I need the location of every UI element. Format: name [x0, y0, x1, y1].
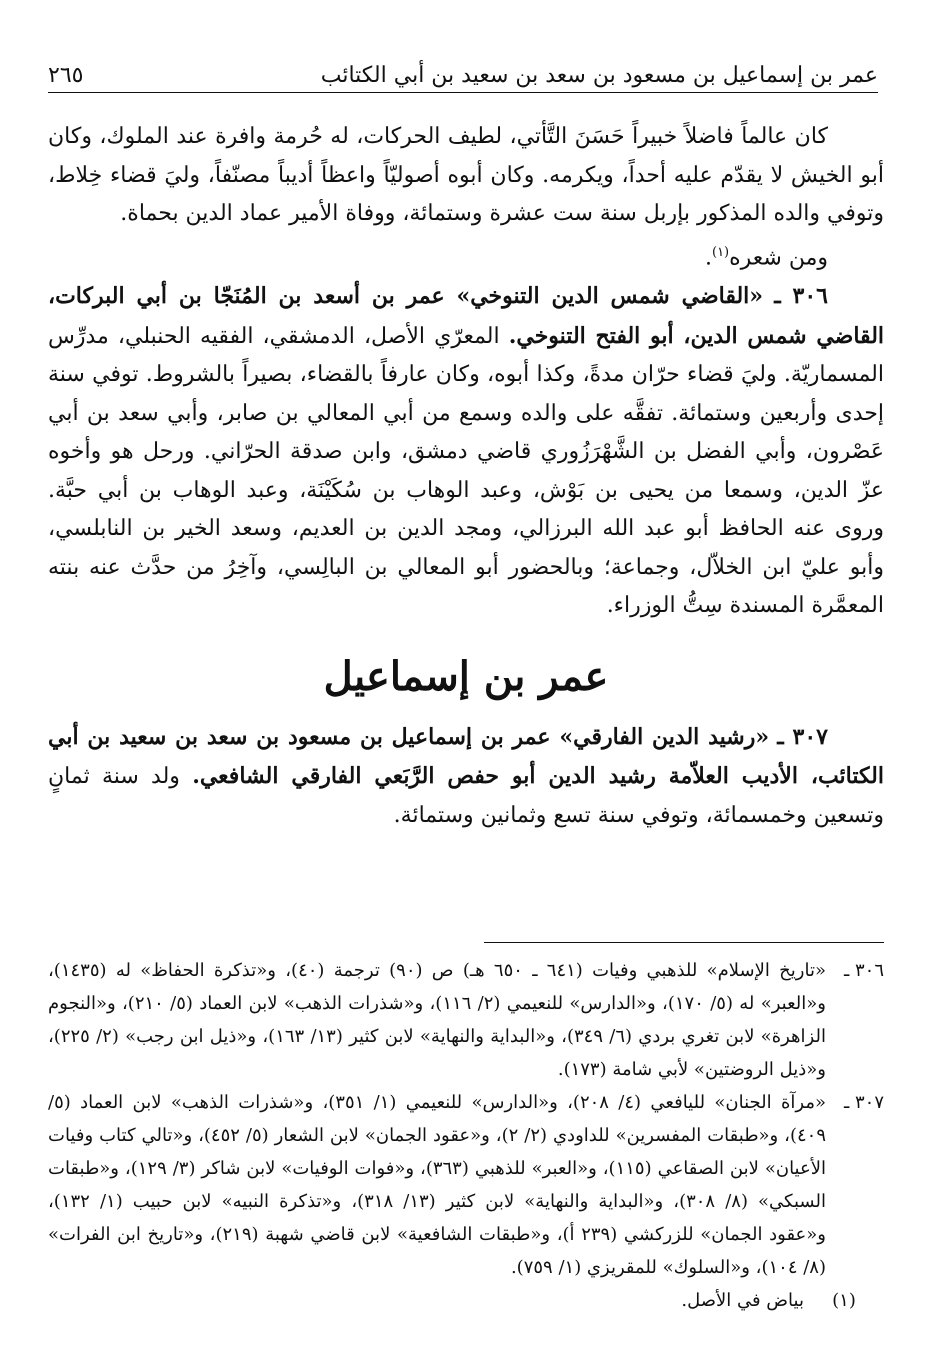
- page-number: ٢٦٥: [48, 63, 84, 88]
- footnote-text: «مرآة الجنان» لليافعي (٤/ ٢٠٨)، و«الدارس» للنعيمي (١/ ٣٥١)، و«شذرات الذهب» لابن العماد (٥/ ٤٠٩)، و«طبقات المفسرين» للداودي (٢/ ٢)، و«عقود الجمان» لابن الشعار (٥/ ٤٥٢)، و«تالي كتاب وفيات الأعيان» لابن الصقاعي (١١٥)، و«العبر» للذهبي (٣٦٣)، و«فوات الوفيات» لابن شاكر (٣/ ١٢٩)، و«طبقات السبكي» (٨/ ٣٠٨)، و«البداية والنهاية» لابن كثير (١٣/ ٣١٨)، و«تذكرة النبيه» لابن حبيب (١/ ١٣٢)، و«عقود الجمان» للزركشي (٢٣٩ أ)، و«طبقات الشافعية» لابن قاضي شهبة (٢١٩)، و«تاريخ ابن الفرات» (٨/ ١٠٤)، و«السلوك» للمقريزي (١/ ٧٥٩).: [48, 1092, 827, 1278]
- footnote-text: «تاريخ الإسلام» للذهبي وفيات (٦٤١ ـ ٦٥٠ هـ) ص (٩٠) ترجمة (٤٠)، و«تذكرة الحفاظ» له (١٤٣٥)، و«العبر» له (٥/ ١٧٠)، و«الدارس» للنعيمي (٢/ ١١٦)، و«شذرات الذهب» لابن العماد (٥/ ٢١٠)، و«النجوم الزاهرة» لابن تغري بردي (٦/ ٣٤٩)، و«البداية والنهاية» لابن كثير (١٣/ ١٦٣)، و«ذيل ابن رجب» (٢/ ٢٢٥)، و«ذيل الروضتين» لأبي شامة (١٧٣).: [48, 960, 826, 1080]
- entry-number-306: ٣٠٦ ـ: [774, 283, 828, 310]
- section-title: عمر بن إسماعيل: [323, 652, 609, 700]
- poetry-intro-end: .: [704, 244, 712, 270]
- entry-307: [48, 718, 884, 836]
- poetry-intro-text: ومن شعره: [729, 244, 828, 270]
- main-text: [48, 118, 884, 835]
- paragraph-continuation: كان عالماً فاضلاً خبيراً حَسَنَ التَّأتي، لطيف الحركات، له حُرمة وافرة عند الملوك، وكان أبو الخيش لا يقدّم عليه أحداً، ويكرمه. وكان أبوه أصوليّاً واعظاً أديباً مصنّفاً، وليَ قضاء خِلاط، وتوفي والده المذكور بإربل سنة ست عشرة وستمائة، ووفاة الأمير عماد الدين بحماة.: [48, 124, 884, 226]
- footnote-marker-1: (١): [711, 244, 730, 260]
- running-header: [48, 52, 878, 93]
- poetry-intro: [48, 234, 884, 278]
- footnote-number: ٣٠٧ ـ: [843, 1092, 884, 1113]
- footnote-number: (١): [832, 1290, 856, 1311]
- footnote-number: ٣٠٦ ـ: [843, 960, 884, 981]
- entry-307-text: ولد سنة ثمانٍ وتسعين وخمسمائة، وتوفي سنة تسع وثمانين وستمائة.: [48, 764, 884, 828]
- entry-number-307: ٣٠٧ ـ: [777, 723, 828, 750]
- footnote-text: بياض في الأصل.: [681, 1290, 804, 1311]
- footnote-divider: [484, 942, 884, 943]
- entry-306-heading: «القاضي شمس الدين التنوخي» عمر بن أسعد بن المُنَجّا بن أبي البركات، القاضي شمس الدين، أبو الفتح التنوخي.: [48, 283, 885, 349]
- header-title: عمر بن إسماعيل بن مسعود بن سعد بن سعيد بن أبي الكتائب: [320, 63, 878, 88]
- entry-307-heading: «رشيد الدين الفارقي» عمر بن إسماعيل بن مسعود بن سعد بن سعيد بن أبي الكتائب، الأديب العلاّمة رشيد الدين أبو حفص الرَّبَعي الفارقي الشافعي.: [48, 723, 884, 790]
- footnotes: [48, 954, 884, 1317]
- footnote-306: [48, 954, 884, 1086]
- footnote-1: [48, 1284, 884, 1317]
- entry-306-text: المعرّي الأصل، الدمشقي، الفقيه الحنبلي، مدرِّس المسماريّة. وليَ قضاء حرّان مدةً، وكذا أبوه، وكان عارفاً بالقضاء، بصيراً بالشروط. توفي سنة إحدى وأربعين وستمائة. تفقَّه على والده وسمع من أبي المعالي بن صابر، وأبي سعد بن أبي عَصْرون، وأبي الفضل بن الشَّهْرَزُوري قاضي دمشق، وابن صدقة الحرّاني. ورحل هو وأخوه عزّ الدين، وسمعا من يحيى بن بَوْش، وعبد الوهاب بن سُكَيْنَة، وعبد الوهاب بن أبي حبَّة. وروى عنه الحافظ أبو عبد الله البرزالي، ومجد الدين بن العديم، وسعد الخير بن النابلسي، وأبو عليّ ابن الخلاّل، وجماعة؛ وبالحضور أبو المعالي بن البالِسي، وآخِرُ من حدَّث عنه بنته المعمَّرة المسندة سِتُّ الوزراء.: [48, 323, 884, 619]
- entry-306: [48, 277, 884, 626]
- footnote-307: [48, 1086, 884, 1284]
